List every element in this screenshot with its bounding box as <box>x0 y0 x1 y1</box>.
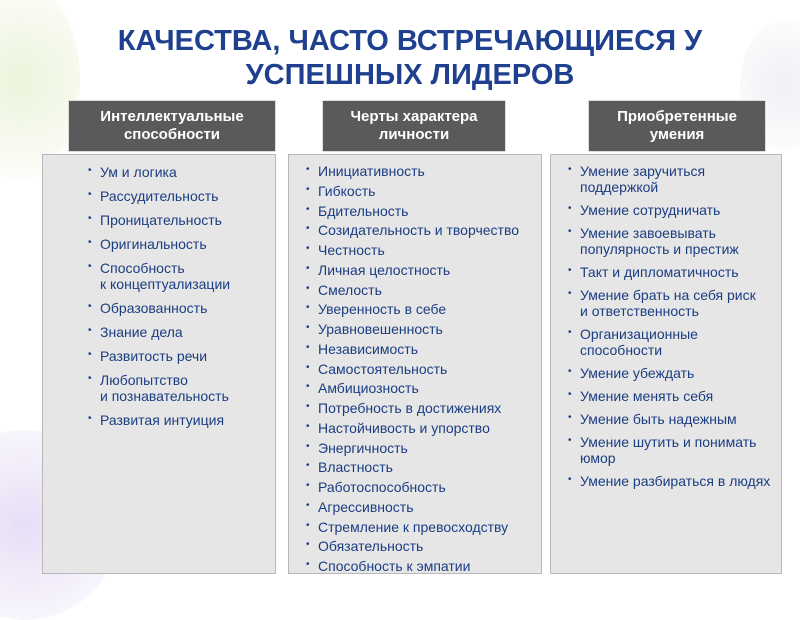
bullet-icon: • <box>306 460 310 472</box>
list-item-text: Рассудительность <box>100 188 219 204</box>
bullet-icon: • <box>306 262 310 274</box>
list-item <box>306 163 548 179</box>
list-item <box>306 538 548 555</box>
list-item <box>88 372 280 404</box>
list-item-text: Способность к эмпатии <box>318 558 471 574</box>
bullet-icon: • <box>568 226 572 237</box>
list-item-text: Проницательность <box>100 212 222 228</box>
list-item-text: Стремление к превосходству <box>318 518 509 535</box>
bullet-icon: • <box>88 325 92 336</box>
bullet-icon: • <box>88 165 92 176</box>
bullet-icon: • <box>88 301 92 312</box>
list-item-text: Образованность <box>100 300 208 316</box>
list-item <box>88 324 280 340</box>
list-item-text: Властность <box>318 459 393 476</box>
list-item-text: Умение брать на себя риск и ответственность <box>580 287 756 319</box>
list-item-text: Уравновешенность <box>318 321 443 337</box>
list-item <box>568 202 795 218</box>
slide-title <box>60 24 760 92</box>
list-item-text: Умение быть надежным <box>580 411 737 427</box>
column-list-intellectual <box>88 164 280 436</box>
list-item-text: Способность к концептуализации <box>100 260 231 292</box>
list-item <box>306 242 548 258</box>
list-item-text: Развитая интуиция <box>100 412 225 428</box>
bullet-icon: • <box>88 349 92 360</box>
list-item <box>306 479 548 495</box>
bullet-icon: • <box>306 499 310 511</box>
list-item-text: Амбициозность <box>318 380 419 397</box>
bullet-icon: • <box>306 381 310 393</box>
list-item-text: Настойчивость и упорство <box>318 419 490 436</box>
list-item <box>306 281 548 298</box>
list-item <box>306 498 548 515</box>
list-item-text: Развитость речи <box>100 348 208 364</box>
list-item-text: Ум и логика <box>100 164 177 180</box>
list-item <box>568 326 795 358</box>
list-item <box>306 419 548 436</box>
bullet-icon: • <box>306 164 310 175</box>
list-item <box>306 340 548 357</box>
column-header-character: Черты характера личности <box>322 100 506 152</box>
bullet-icon: • <box>568 203 572 214</box>
bullet-icon: • <box>88 237 92 248</box>
list-item <box>306 222 548 239</box>
bullet-icon: • <box>568 288 572 299</box>
column-header-intellectual: Интеллектуальные способности <box>68 100 276 152</box>
bullet-icon: • <box>568 366 572 377</box>
bullet-icon: • <box>306 440 310 452</box>
list-item <box>306 439 548 456</box>
bullet-icon: • <box>88 413 92 424</box>
list-item-text: Инициативность <box>318 163 425 179</box>
list-item-text: Смелость <box>318 281 382 298</box>
column-header-skills: Приобретенные умения <box>588 100 766 152</box>
list-item <box>568 225 795 257</box>
bullet-icon: • <box>568 412 572 423</box>
list-item <box>306 400 548 416</box>
list-item-text: Организационные способности <box>580 326 698 358</box>
list-item-text: Созидательность и творчество <box>318 222 520 239</box>
bullet-icon: • <box>88 213 92 224</box>
list-item <box>88 212 280 228</box>
list-item <box>88 412 280 428</box>
list-item-text: Работоспособность <box>318 479 446 495</box>
list-item <box>306 518 548 535</box>
column-list-skills <box>568 163 795 496</box>
bullet-icon: • <box>306 559 310 570</box>
list-item-text: Умение разбираться в людях <box>580 473 771 489</box>
bullet-icon: • <box>568 265 572 276</box>
bullet-icon: • <box>568 474 572 485</box>
list-item <box>306 202 548 219</box>
list-item <box>88 300 280 316</box>
list-item <box>568 287 795 319</box>
list-item-text: Уверенность в себе <box>318 301 447 318</box>
list-item-text: Умение убеждать <box>580 365 695 381</box>
bullet-icon: • <box>568 327 572 338</box>
list-item-text: Независимость <box>318 340 418 357</box>
list-item <box>306 558 548 574</box>
list-item-text: Любопытство и познавательность <box>100 372 229 404</box>
bullet-icon: • <box>568 389 572 400</box>
bullet-icon: • <box>306 361 310 373</box>
bullet-icon: • <box>306 341 310 353</box>
list-item-text: Умение завоевывать популярность и престиж <box>580 225 739 257</box>
bullet-icon: • <box>306 243 310 254</box>
list-item <box>306 459 548 476</box>
list-item <box>88 164 280 180</box>
list-item <box>568 163 795 195</box>
list-item <box>568 264 795 280</box>
list-item <box>306 360 548 377</box>
column-list-character <box>306 163 548 578</box>
list-item <box>306 380 548 397</box>
bullet-icon: • <box>306 203 310 215</box>
list-item <box>568 365 795 381</box>
list-item <box>88 236 280 252</box>
list-item <box>88 188 280 204</box>
bullet-icon: • <box>306 282 310 294</box>
list-item-text: Самостоятельность <box>318 360 448 377</box>
list-item <box>88 348 280 364</box>
list-item-text: Гибкость <box>318 182 376 199</box>
bullet-icon: • <box>568 435 572 446</box>
list-item-text: Обязательность <box>318 538 424 555</box>
list-item <box>306 261 548 278</box>
bullet-icon: • <box>306 322 310 333</box>
list-item <box>568 434 795 466</box>
bullet-icon: • <box>568 164 572 175</box>
bullet-icon: • <box>306 183 310 195</box>
bullet-icon: • <box>306 223 310 235</box>
list-item-text: Умение менять себя <box>580 388 714 404</box>
list-item <box>568 473 795 489</box>
list-item-text: Умение заручиться поддержкой <box>580 163 706 195</box>
list-item-text: Умение шутить и понимать юмор <box>580 434 757 466</box>
list-item-text: Агрессивность <box>318 498 414 515</box>
list-item <box>568 388 795 404</box>
list-item-text: Бдительность <box>318 202 409 219</box>
bullet-icon: • <box>88 261 92 272</box>
list-item-text: Честность <box>318 242 385 258</box>
list-item <box>88 260 280 292</box>
list-item-text: Знание дела <box>100 324 183 340</box>
list-item <box>568 411 795 427</box>
bullet-icon: • <box>306 539 310 551</box>
list-item-text: Потребность в достижениях <box>318 400 502 416</box>
bullet-icon: • <box>306 420 310 432</box>
bullet-icon: • <box>306 519 310 531</box>
slide-title-line: УСПЕШНЫХ ЛИДЕРОВ <box>245 59 575 91</box>
slide-title-line: КАЧЕСТВА, ЧАСТО ВСТРЕЧАЮЩИЕСЯ У <box>117 25 703 57</box>
list-item-text: Личная целостность <box>318 261 451 278</box>
bullet-icon: • <box>306 302 310 314</box>
bullet-icon: • <box>306 401 310 412</box>
bullet-icon: • <box>306 480 310 491</box>
list-item-text: Такт и дипломатичность <box>580 264 739 280</box>
list-item-text: Умение сотрудничать <box>580 202 721 218</box>
bullet-icon: • <box>88 373 92 384</box>
list-item <box>306 301 548 318</box>
list-item <box>306 182 548 199</box>
list-item <box>306 321 548 337</box>
list-item-text: Оригинальность <box>100 236 207 252</box>
bullet-icon: • <box>88 189 92 200</box>
list-item-text: Энергичность <box>318 439 408 456</box>
